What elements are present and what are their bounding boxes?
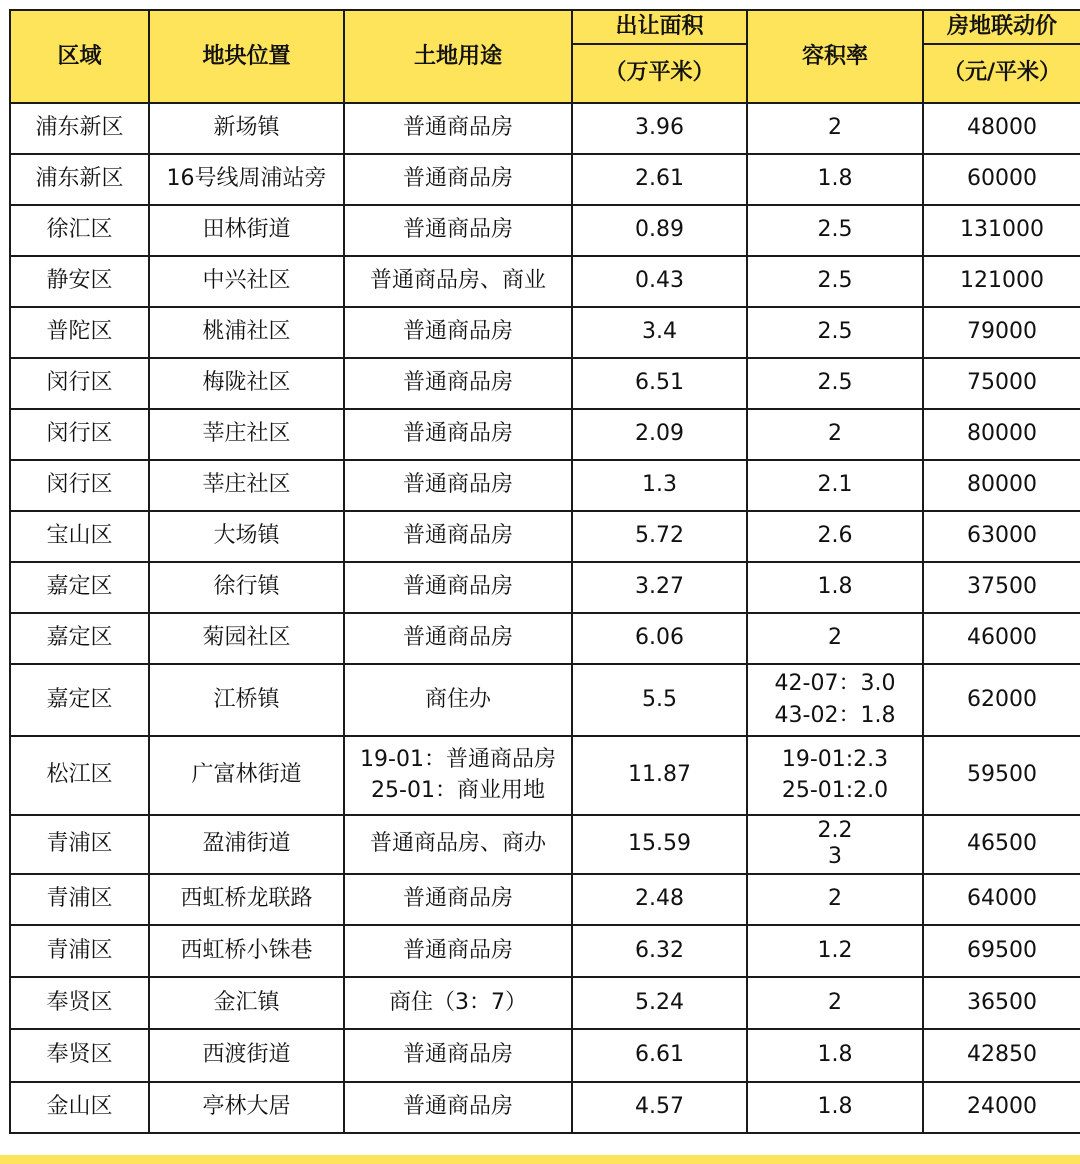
cell-price: 60000 xyxy=(923,154,1080,205)
cell-region: 金山区 xyxy=(10,1082,149,1133)
table-row xyxy=(10,256,1080,307)
table-body xyxy=(10,103,1080,1133)
cell-area: 6.61 xyxy=(572,1029,747,1082)
cell-price: 37500 xyxy=(923,562,1080,613)
cell-land-use-line: 普通商品房 xyxy=(402,625,513,651)
table-row xyxy=(10,409,1080,460)
cell-land-use-line: 普通商品房 xyxy=(402,115,513,141)
cell-far xyxy=(747,925,923,977)
table-row xyxy=(10,562,1080,613)
cell-location: 广富林街道 xyxy=(149,736,344,815)
cell-price: 131000 xyxy=(923,205,1080,256)
cell-price: 80000 xyxy=(923,409,1080,460)
header-region: 区域 xyxy=(10,10,149,103)
table-row xyxy=(10,460,1080,511)
cell-location: 西渡街道 xyxy=(149,1029,344,1082)
cell-far-line: 1.8 xyxy=(817,1094,853,1120)
cell-region: 静安区 xyxy=(10,256,149,307)
cell-far-line: 1.8 xyxy=(817,166,853,192)
cell-far-line: 25-01:2.0 xyxy=(781,778,889,804)
cell-price: 121000 xyxy=(923,256,1080,307)
cell-region: 松江区 xyxy=(10,736,149,815)
table-header xyxy=(10,10,1080,103)
cell-price: 62000 xyxy=(923,664,1080,736)
cell-land-use xyxy=(344,562,572,613)
cell-region: 青浦区 xyxy=(10,874,149,925)
table-row xyxy=(10,205,1080,256)
cell-land-use xyxy=(344,103,572,154)
cell-price: 36500 xyxy=(923,977,1080,1029)
cell-region: 宝山区 xyxy=(10,511,149,562)
cell-far xyxy=(747,358,923,409)
cell-land-use xyxy=(344,815,572,874)
cell-far-line: 2 xyxy=(828,989,842,1015)
cell-land-use xyxy=(344,613,572,664)
cell-region: 青浦区 xyxy=(10,925,149,977)
cell-area: 2.48 xyxy=(572,874,747,925)
cell-land-use-line: 普通商品房 xyxy=(402,574,513,600)
cell-price: 42850 xyxy=(923,1029,1080,1082)
cell-area: 11.87 xyxy=(572,736,747,815)
cell-land-use xyxy=(344,154,572,205)
cell-region: 奉贤区 xyxy=(10,1029,149,1082)
cell-far xyxy=(747,736,923,815)
cell-far-line: 19-01:2.3 xyxy=(781,746,889,772)
cell-location: 莘庄社区 xyxy=(149,460,344,511)
cell-price: 46000 xyxy=(923,613,1080,664)
cell-price: 46500 xyxy=(923,815,1080,874)
cell-price: 80000 xyxy=(923,460,1080,511)
cell-land-use xyxy=(344,511,572,562)
cell-region: 浦东新区 xyxy=(10,154,149,205)
cell-land-use-line: 商住办 xyxy=(424,686,491,712)
cell-area: 3.4 xyxy=(572,307,747,358)
cell-far xyxy=(747,977,923,1029)
cell-area: 0.89 xyxy=(572,205,747,256)
cell-land-use-line: 25-01：商业用地 xyxy=(371,778,545,804)
cell-land-use-line: 普通商品房 xyxy=(402,166,513,192)
cell-location: 西虹桥龙联路 xyxy=(149,874,344,925)
bottom-accent-strip xyxy=(0,1155,1080,1164)
table-row xyxy=(10,1029,1080,1082)
header-price: 房地联动价 xyxy=(923,10,1080,44)
cell-region: 闵行区 xyxy=(10,460,149,511)
cell-far-line: 2.5 xyxy=(817,319,853,345)
header-price-unit: （元/平米） xyxy=(923,44,1080,103)
cell-far-line: 43-02：1.8 xyxy=(774,702,896,728)
cell-far xyxy=(747,460,923,511)
cell-far-line: 1.2 xyxy=(817,937,853,963)
cell-location: 江桥镇 xyxy=(149,664,344,736)
cell-area: 4.57 xyxy=(572,1082,747,1133)
cell-region: 嘉定区 xyxy=(10,664,149,736)
table-row xyxy=(10,815,1080,874)
cell-region: 浦东新区 xyxy=(10,103,149,154)
cell-land-use xyxy=(344,736,572,815)
cell-far-line: 42-07：3.0 xyxy=(774,671,896,696)
cell-land-use-line: 普通商品房 xyxy=(402,319,513,345)
cell-area: 5.24 xyxy=(572,977,747,1029)
cell-land-use-line: 普通商品房 xyxy=(402,1094,513,1120)
cell-land-use xyxy=(344,307,572,358)
cell-land-use xyxy=(344,925,572,977)
cell-area: 3.27 xyxy=(572,562,747,613)
cell-area: 2.09 xyxy=(572,409,747,460)
cell-area: 1.3 xyxy=(572,460,747,511)
cell-area: 6.51 xyxy=(572,358,747,409)
cell-price: 63000 xyxy=(923,511,1080,562)
cell-location: 亭林大居 xyxy=(149,1082,344,1133)
cell-location: 金汇镇 xyxy=(149,977,344,1029)
cell-land-use-line: 普通商品房 xyxy=(402,217,513,243)
cell-location: 16号线周浦站旁 xyxy=(149,154,344,205)
cell-region: 闵行区 xyxy=(10,409,149,460)
table-row xyxy=(10,736,1080,815)
cell-price: 24000 xyxy=(923,1082,1080,1133)
cell-location: 菊园社区 xyxy=(149,613,344,664)
cell-location: 大场镇 xyxy=(149,511,344,562)
cell-area: 15.59 xyxy=(572,815,747,874)
cell-area: 5.5 xyxy=(572,664,747,736)
cell-far-line: 1.8 xyxy=(817,1042,853,1068)
cell-price: 48000 xyxy=(923,103,1080,154)
cell-land-use xyxy=(344,460,572,511)
cell-far-line: 2.1 xyxy=(817,472,853,498)
header-area-unit: （万平米） xyxy=(572,44,747,103)
cell-far-line: 2 xyxy=(828,625,842,651)
cell-far xyxy=(747,874,923,925)
cell-location: 梅陇社区 xyxy=(149,358,344,409)
cell-land-use xyxy=(344,1082,572,1133)
table-row xyxy=(10,103,1080,154)
cell-land-use-line: 普通商品房 xyxy=(402,523,513,549)
cell-land-use xyxy=(344,664,572,736)
cell-far-line: 2.6 xyxy=(817,523,853,549)
header-location: 地块位置 xyxy=(149,10,344,103)
table-row xyxy=(10,613,1080,664)
cell-area: 3.96 xyxy=(572,103,747,154)
header-area: 出让面积 xyxy=(572,10,747,44)
cell-land-use-line: 19-01：普通商品房 xyxy=(360,746,556,772)
cell-far xyxy=(747,815,923,874)
table-row xyxy=(10,874,1080,925)
cell-area: 6.32 xyxy=(572,925,747,977)
cell-price: 75000 xyxy=(923,358,1080,409)
cell-price: 69500 xyxy=(923,925,1080,977)
cell-price: 64000 xyxy=(923,874,1080,925)
header-land-use: 土地用途 xyxy=(344,10,572,103)
table-row xyxy=(10,358,1080,409)
table-row xyxy=(10,307,1080,358)
cell-location: 徐行镇 xyxy=(149,562,344,613)
land-auction-table xyxy=(9,9,1080,1134)
cell-area: 2.61 xyxy=(572,154,747,205)
table-row xyxy=(10,977,1080,1029)
cell-land-use xyxy=(344,409,572,460)
cell-land-use xyxy=(344,205,572,256)
cell-region: 奉贤区 xyxy=(10,977,149,1029)
cell-land-use xyxy=(344,874,572,925)
cell-far xyxy=(747,613,923,664)
table-row xyxy=(10,925,1080,977)
cell-area: 5.72 xyxy=(572,511,747,562)
cell-land-use-line: 普通商品房 xyxy=(402,886,513,912)
cell-far xyxy=(747,562,923,613)
cell-far-line: 3 xyxy=(828,844,842,870)
cell-location: 莘庄社区 xyxy=(149,409,344,460)
cell-far-line: 2 xyxy=(828,115,842,141)
cell-land-use-line: 普通商品房 xyxy=(402,421,513,447)
cell-location: 新场镇 xyxy=(149,103,344,154)
table-row xyxy=(10,511,1080,562)
cell-land-use-line: 普通商品房 xyxy=(402,472,513,498)
cell-region: 青浦区 xyxy=(10,815,149,874)
cell-far xyxy=(747,256,923,307)
cell-far xyxy=(747,1029,923,1082)
cell-far-line: 2 xyxy=(828,886,842,912)
cell-location: 中兴社区 xyxy=(149,256,344,307)
cell-far xyxy=(747,154,923,205)
cell-land-use-line: 普通商品房、商办 xyxy=(369,831,546,857)
cell-far-line: 2.2 xyxy=(817,818,853,843)
cell-region: 闵行区 xyxy=(10,358,149,409)
cell-land-use xyxy=(344,1029,572,1082)
cell-land-use-line: 普通商品房 xyxy=(402,1042,513,1068)
cell-land-use xyxy=(344,256,572,307)
cell-land-use xyxy=(344,977,572,1029)
header-far: 容积率 xyxy=(747,10,923,103)
cell-far-line: 1.8 xyxy=(817,574,853,600)
cell-land-use-line: 普通商品房、商业 xyxy=(369,268,546,294)
cell-land-use-line: 商住（3：7） xyxy=(389,989,527,1015)
cell-region: 普陀区 xyxy=(10,307,149,358)
cell-price: 79000 xyxy=(923,307,1080,358)
cell-far xyxy=(747,409,923,460)
cell-far xyxy=(747,511,923,562)
cell-far-line: 2 xyxy=(828,421,842,447)
cell-far xyxy=(747,103,923,154)
cell-far-line: 2.5 xyxy=(817,370,853,396)
cell-region: 嘉定区 xyxy=(10,613,149,664)
table-row xyxy=(10,154,1080,205)
cell-location: 西虹桥小铢巷 xyxy=(149,925,344,977)
cell-price: 59500 xyxy=(923,736,1080,815)
cell-location: 桃浦社区 xyxy=(149,307,344,358)
cell-land-use xyxy=(344,358,572,409)
cell-far xyxy=(747,205,923,256)
cell-far xyxy=(747,307,923,358)
cell-area: 6.06 xyxy=(572,613,747,664)
table-row xyxy=(10,1082,1080,1133)
cell-location: 田林街道 xyxy=(149,205,344,256)
cell-region: 嘉定区 xyxy=(10,562,149,613)
cell-far-line: 2.5 xyxy=(817,268,853,294)
table-row xyxy=(10,664,1080,736)
cell-far xyxy=(747,664,923,736)
cell-land-use-line: 普通商品房 xyxy=(402,937,513,963)
cell-area: 0.43 xyxy=(572,256,747,307)
cell-far-line: 2.5 xyxy=(817,217,853,243)
cell-land-use-line: 普通商品房 xyxy=(402,370,513,396)
cell-location: 盈浦街道 xyxy=(149,815,344,874)
cell-region: 徐汇区 xyxy=(10,205,149,256)
cell-far xyxy=(747,1082,923,1133)
